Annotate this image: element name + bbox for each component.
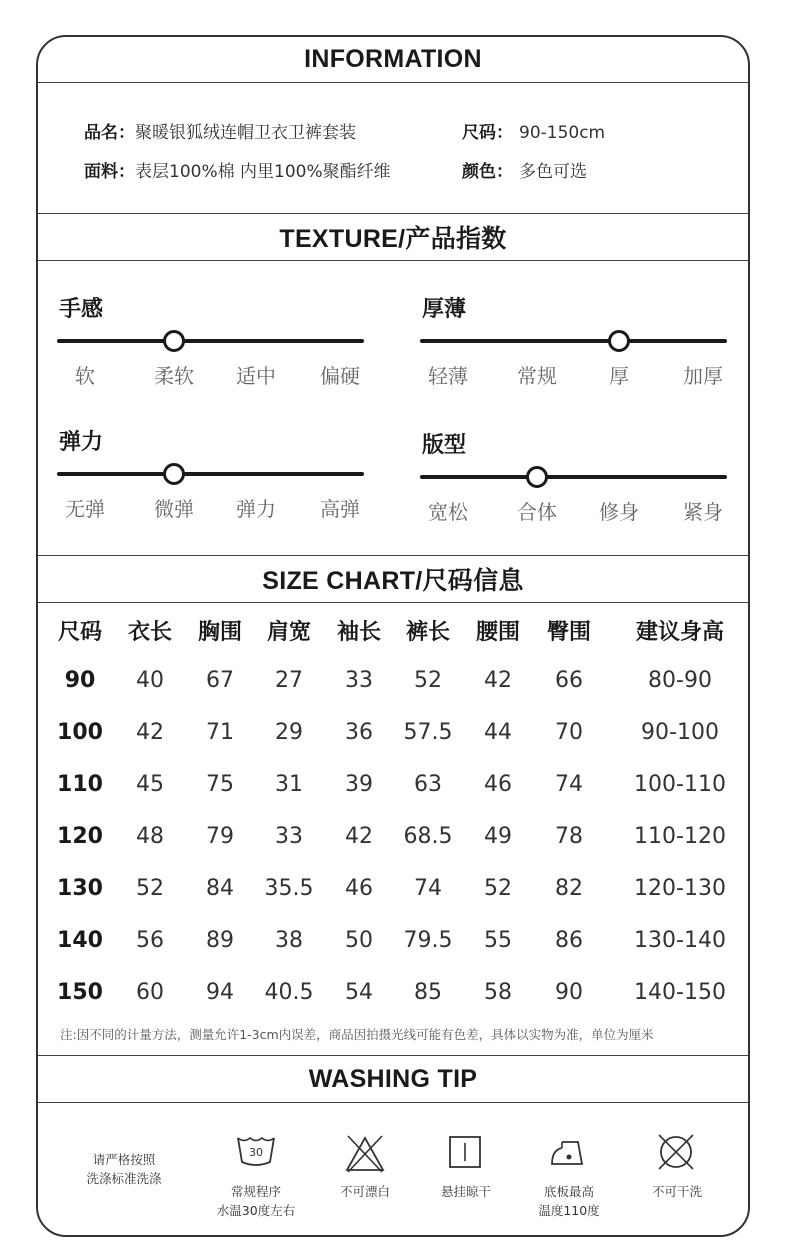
size-table-cell: 120-130: [634, 876, 726, 901]
info-key: 品名：: [84, 123, 135, 143]
size-table-cell: 52: [484, 876, 512, 901]
size-table-cell: 58: [484, 980, 512, 1005]
size-table-cell: 74: [414, 876, 442, 901]
texture-scale-label: 偏硬: [320, 364, 360, 388]
info-value: 多色可选: [519, 162, 587, 182]
texture-scale-label: 弹力: [236, 497, 276, 521]
washing-label: [441, 1182, 491, 1201]
texture-group-title: 弹力: [59, 430, 104, 455]
texture-scale-label: 宽松: [428, 500, 468, 524]
size-table-cell: 100-110: [634, 772, 726, 797]
size-table-size-cell: 150: [57, 980, 103, 1005]
texture-group: [57, 292, 367, 402]
size-table-cell: 31: [275, 772, 303, 797]
texture-scale-label: 适中: [236, 364, 276, 388]
texture-scale-label: 微弹: [154, 497, 194, 521]
size-table-cell: 140-150: [634, 980, 726, 1005]
info-value: 表层100%棉 内里100%聚酯纤维: [135, 162, 391, 182]
size-table-cell: 33: [275, 824, 303, 849]
size-table-cell: 44: [484, 720, 512, 745]
texture-title: TEXTURE/产品指数: [38, 213, 748, 261]
info-key: 面料：: [84, 162, 135, 182]
texture-scale-marker: [608, 330, 630, 352]
size-table-cell: 70: [555, 720, 583, 745]
texture-scale-label: 修身: [599, 500, 639, 524]
size-table-cell: 54: [345, 980, 373, 1005]
washing-label: [217, 1182, 295, 1220]
size-table-cell: 71: [206, 720, 234, 745]
information-title: INFORMATION: [38, 37, 748, 83]
size-table-cell: 75: [206, 772, 234, 797]
size-table-size-cell: 120: [57, 824, 103, 849]
texture-scale-line: [420, 339, 727, 343]
iron-icon: [548, 1136, 588, 1168]
washing-label-line: 常规程序: [230, 1184, 281, 1199]
size-table-cell: 29: [275, 720, 303, 745]
size-table-header: 胸围: [197, 620, 243, 645]
info-key: 尺码：: [462, 123, 513, 143]
size-table-cell: 46: [345, 876, 373, 901]
size-table-cell: 38: [275, 928, 303, 953]
size-table-cell: 110-120: [634, 824, 726, 849]
info-key: 颜色：: [462, 162, 513, 182]
texture-group-title: 版型: [422, 433, 467, 458]
size-table-cell: 55: [484, 928, 512, 953]
no-bleach-icon: [344, 1134, 386, 1174]
size-chart-note: 注:因不同的计量方法，测量允许1-3cm内误差，商品因拍摄光线可能有色差，具体以实物为准，单位为厘米: [60, 1027, 654, 1042]
size-table-cell: 52: [136, 876, 164, 901]
info-value: 聚暖银狐绒连帽卫衣卫裤套装: [135, 123, 356, 143]
size-table-cell: 79.5: [403, 928, 453, 953]
size-table-cell: 89: [206, 928, 234, 953]
washing-label-line: 不可漂白: [339, 1184, 391, 1199]
size-table-cell: 49: [484, 824, 512, 849]
washing-label: [340, 1182, 390, 1201]
size-table-cell: 66: [555, 668, 583, 693]
size-table-cell: 35.5: [264, 876, 314, 901]
size-table-cell: 40: [136, 668, 164, 693]
washing-label-line: 不可干洗: [651, 1184, 703, 1199]
hang-dry-icon: [447, 1134, 483, 1170]
washing-intro: [86, 1150, 161, 1188]
texture-group: [57, 425, 367, 535]
size-table-cell: 60: [136, 980, 164, 1005]
texture-scale-label: 轻薄: [428, 364, 468, 388]
texture-scale-label: 高弹: [320, 497, 360, 521]
size-table-header: 腰围: [475, 620, 521, 645]
texture-scale-label: 常规: [517, 364, 557, 388]
size-table-cell: 68.5: [403, 824, 453, 849]
size-table-cell: 130-140: [634, 928, 726, 953]
washing-label-line: 底板最高: [543, 1184, 595, 1199]
texture-group: [420, 428, 730, 538]
texture-scale-marker: [163, 330, 185, 352]
size-table-cell: 56: [136, 928, 164, 953]
texture-scale-label: 厚: [609, 364, 629, 388]
size-table-cell: 36: [345, 720, 373, 745]
size-table-header: 臀围: [546, 620, 592, 645]
size-table-header: 尺码: [57, 620, 103, 645]
texture-scale-line: [57, 339, 364, 343]
washing-label-line: 温度110度: [538, 1203, 600, 1218]
wash-tub-temp: 30: [249, 1146, 263, 1159]
size-table-cell: 74: [555, 772, 583, 797]
size-table-header: 肩宽: [266, 620, 312, 645]
washing-label-line: 悬挂晾干: [440, 1184, 492, 1199]
size-table-cell: 78: [555, 824, 583, 849]
no-dry-clean-icon: [656, 1132, 696, 1172]
texture-scale-marker: [163, 463, 185, 485]
size-table-size-cell: 100: [57, 720, 103, 745]
washing-intro-line1: 请严格按照: [92, 1152, 156, 1167]
size-table-cell: 94: [206, 980, 234, 1005]
size-table-cell: 39: [345, 772, 373, 797]
size-table-header: 袖长: [336, 620, 382, 645]
washing-label-line: 水温30度左右: [216, 1203, 296, 1218]
size-table-size-cell: 90: [64, 668, 96, 693]
info-color: [462, 157, 587, 182]
size-table-cell: 84: [206, 876, 234, 901]
size-table-header: 裤长: [405, 620, 451, 645]
info-fabric: [84, 157, 391, 182]
size-table-size-cell: 130: [57, 876, 103, 901]
size-table-cell: 86: [555, 928, 583, 953]
size-table-cell: 33: [345, 668, 373, 693]
washing-intro-line2: 洗涤标准洗涤: [86, 1171, 162, 1186]
texture-scale-line: [420, 475, 727, 479]
texture-scale-label: 软: [75, 364, 95, 388]
size-table-cell: 63: [414, 772, 442, 797]
washing-label: [652, 1182, 702, 1201]
size-table-cell: 85: [414, 980, 442, 1005]
size-table-header: 衣长: [127, 620, 173, 645]
info-product-name: [84, 118, 356, 143]
size-table-cell: 90: [555, 980, 583, 1005]
size-table-cell: 50: [345, 928, 373, 953]
texture-group-title: 手感: [59, 297, 104, 322]
texture-scale-label: 紧身: [683, 500, 723, 524]
size-table-cell: 79: [206, 824, 234, 849]
texture-scale-label: 柔软: [154, 364, 194, 388]
size-table-size-cell: 110: [57, 772, 103, 797]
info-value: 90-150cm: [519, 123, 606, 143]
washing-label: [538, 1182, 599, 1220]
size-table-cell: 40.5: [264, 980, 314, 1005]
size-table-cell: 27: [275, 668, 303, 693]
size-table-cell: 46: [484, 772, 512, 797]
size-table-cell: 82: [555, 876, 583, 901]
size-table-cell: 42: [345, 824, 373, 849]
size-table-header: 建议身高: [635, 620, 725, 645]
texture-group: [420, 292, 730, 402]
texture-scale-label: 合体: [517, 500, 557, 524]
texture-scale-marker: [526, 466, 548, 488]
size-table-cell: 48: [136, 824, 164, 849]
info-size-range: [462, 118, 605, 143]
size-table-cell: 57.5: [403, 720, 453, 745]
size-table-cell: 67: [206, 668, 234, 693]
size-table-cell: 45: [136, 772, 164, 797]
size-table-cell: 52: [414, 668, 442, 693]
texture-group-title: 厚薄: [422, 297, 467, 322]
texture-scale-label: 加厚: [683, 364, 723, 388]
size-table-cell: 90-100: [641, 720, 719, 745]
size-chart-title: SIZE CHART/尺码信息: [38, 555, 748, 603]
texture-scale-label: 无弹: [65, 497, 105, 521]
size-table-cell: 42: [136, 720, 164, 745]
size-table-cell: 80-90: [648, 668, 712, 693]
size-table-cell: 42: [484, 668, 512, 693]
texture-scale-line: [57, 472, 364, 476]
wash-tub-30-icon: [234, 1134, 278, 1170]
size-table-size-cell: 140: [57, 928, 103, 953]
washing-tip-title: WASHING TIP: [38, 1055, 748, 1103]
